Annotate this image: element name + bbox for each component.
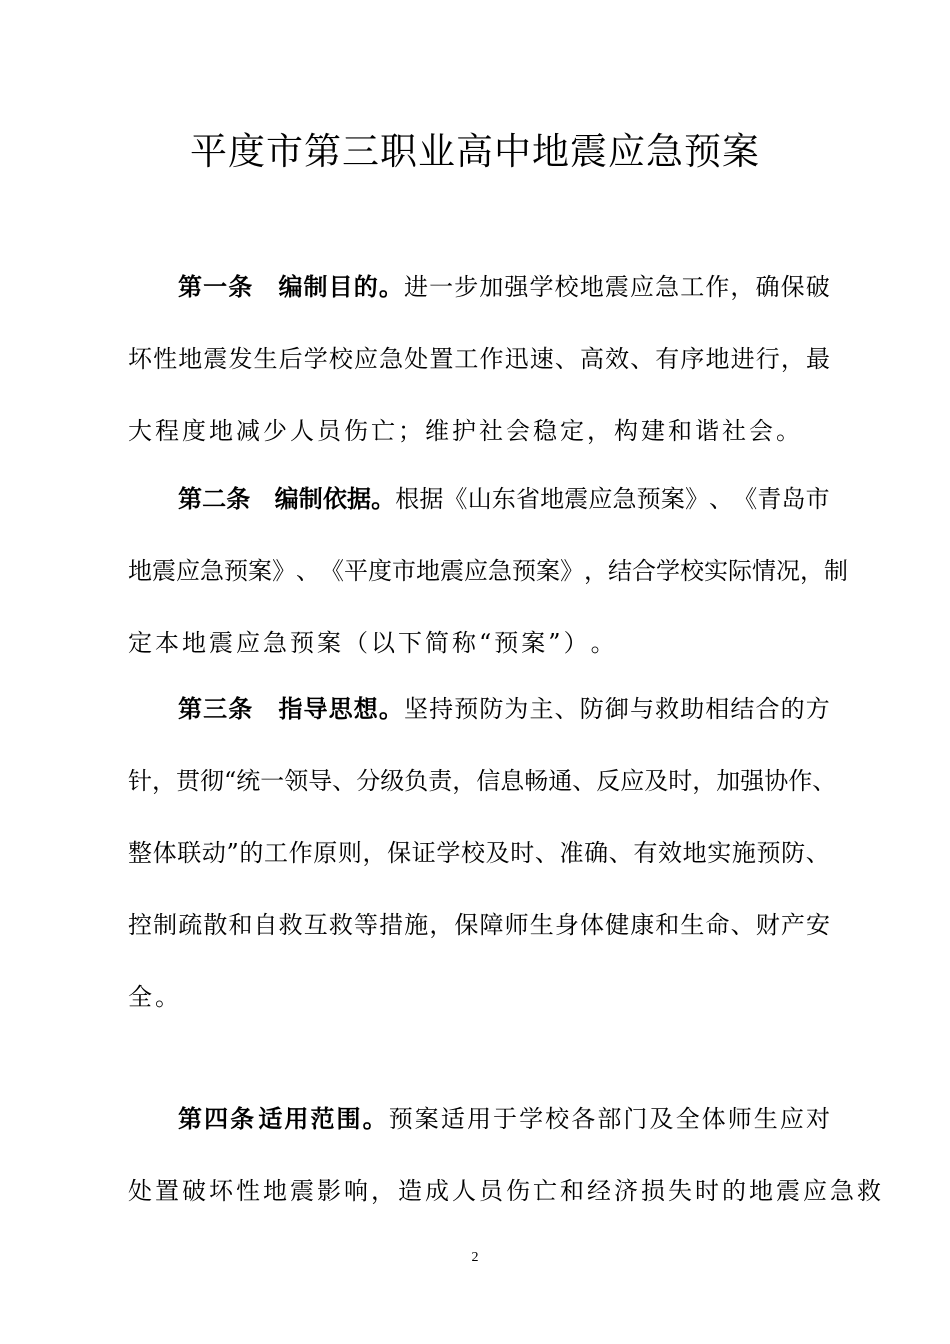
article-2-line-3: 定 本 地 震 应 急 预 案 （ 以 下 简 称 “ 预 案 ” ） 。 bbox=[128, 629, 618, 657]
article-3-line-5: 全 。 bbox=[128, 983, 182, 1011]
article-2-line-1: 第 二 条 编 制 依 据 。 根 据 《 山 东 省 地 震 应 急 预 案 》 、 《 青 岛 市 bbox=[178, 484, 830, 513]
article-3-line-4: 控 制 疏 散 和 自 救 互 救 等 措 施 ， 保 障 师 生 身 体 健 康 和 生 命 、 财 产 安 bbox=[128, 911, 830, 939]
article-4-line-1: 第 四 条 适 用 范 围 。 预 案 适 用 于 学 校 各 部 门 及 全 体 师 生 应 对 bbox=[178, 1104, 830, 1133]
article-1-line-2: 坏 性 地 震 发 生 后 学 校 应 急 处 置 工 作 迅 速 、 高 效 、 有 序 地 进 行 ， 最 bbox=[128, 345, 830, 373]
article-3-line-2: 针 ， 贯 彻 “ 统 一 领 导 、 分 级 负 责 ， 信 息 畅 通 、 反 应 及 时 ， 加 强 协 作 、 bbox=[128, 767, 837, 795]
article-4-line-2: 处 置 破 坏 性 地 震 影 响 ， 造 成 人 员 伤 亡 和 经 济 损 失 时 的 地 震 应 急 救 bbox=[128, 1177, 884, 1205]
article-1-line-3: 大 程 度 地 减 少 人 员 伤 亡 ； 维 护 社 会 稳 定 ， 构 建 和 谐 社 会 。 bbox=[128, 417, 803, 445]
article-3-line-1: 第 三 条 指 导 思 想 。 坚 持 预 防 为 主 、 防 御 与 救 助 相 结 合 的 方 bbox=[178, 694, 830, 723]
article-3-line-3: 整 体 联 动 ” 的 工 作 原 则 ， 保 证 学 校 及 时 、 准 确 、 有 效 地 实 施 预 防 、 bbox=[128, 839, 830, 867]
page-number: 2 bbox=[471, 1250, 479, 1265]
article-1-line-1: 第 一 条 编 制 目 的 。 进 一 步 加 强 学 校 地 震 应 急 工 作 ， 确 保 破 bbox=[178, 272, 830, 301]
article-2-line-2: 地 震 应 急 预 案 》 、 《 平 度 市 地 震 应 急 预 案 》 ， 结 合 学 校 实 际 情 况 ， 制 bbox=[128, 557, 848, 585]
document-title: 平度市第三职业高中地震应急预案 bbox=[190, 130, 760, 173]
